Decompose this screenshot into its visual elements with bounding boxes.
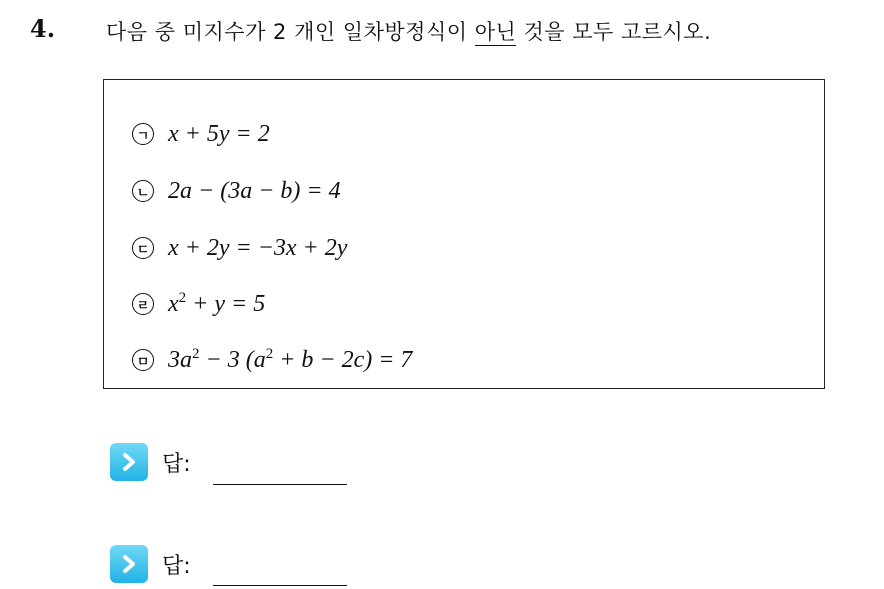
option-equation: x + 2y = −3x + 2y: [168, 234, 348, 261]
option-marker: ㄹ: [132, 293, 154, 315]
option-marker: ㄴ: [132, 180, 154, 202]
equation-exponent: 2: [178, 290, 187, 306]
question-text-before: 다음 중 미지수가 2 개인 일차방정식이: [106, 20, 475, 44]
answer-blank-1[interactable]: [213, 484, 347, 485]
option-item-1: [132, 118, 270, 150]
option-equation: [168, 290, 265, 318]
option-item-3: [132, 232, 347, 264]
equation-base: x: [168, 291, 179, 317]
option-item-5: [132, 344, 412, 376]
option-marker: ㅁ: [132, 349, 154, 371]
equation-exponent-2: 2: [265, 346, 274, 362]
options-box: [103, 79, 825, 389]
answer-row-1: [110, 443, 191, 481]
answer-label: 답:: [162, 451, 191, 477]
option-marker: ㄱ: [132, 123, 154, 145]
option-marker: ㄷ: [132, 237, 154, 259]
answer-row-2: [110, 545, 191, 583]
option-equation: 2a − (3a − b) = 4: [168, 177, 341, 204]
equation-rest-2: + b − 2c) = 7: [273, 347, 413, 373]
answer-blank-2[interactable]: [213, 585, 347, 586]
answer-label: 답:: [162, 553, 191, 579]
question-text-underlined: 아닌: [474, 20, 517, 44]
equation-rest: + y = 5: [186, 291, 266, 317]
equation-exponent: 2: [192, 346, 200, 362]
option-item-2: [132, 175, 341, 207]
question-text: [106, 16, 711, 46]
equation-base: 3a: [168, 347, 192, 373]
option-item-4: [132, 288, 265, 320]
option-equation: [168, 346, 412, 374]
question-number: 4.: [30, 14, 56, 43]
chevron-right-icon: [110, 443, 148, 481]
option-equation: x + 5y = 2: [168, 120, 270, 147]
chevron-right-icon: [110, 545, 148, 583]
equation-rest: − 3 (a: [199, 347, 266, 373]
question-text-after: 것을 모두 고르시오.: [516, 20, 712, 44]
